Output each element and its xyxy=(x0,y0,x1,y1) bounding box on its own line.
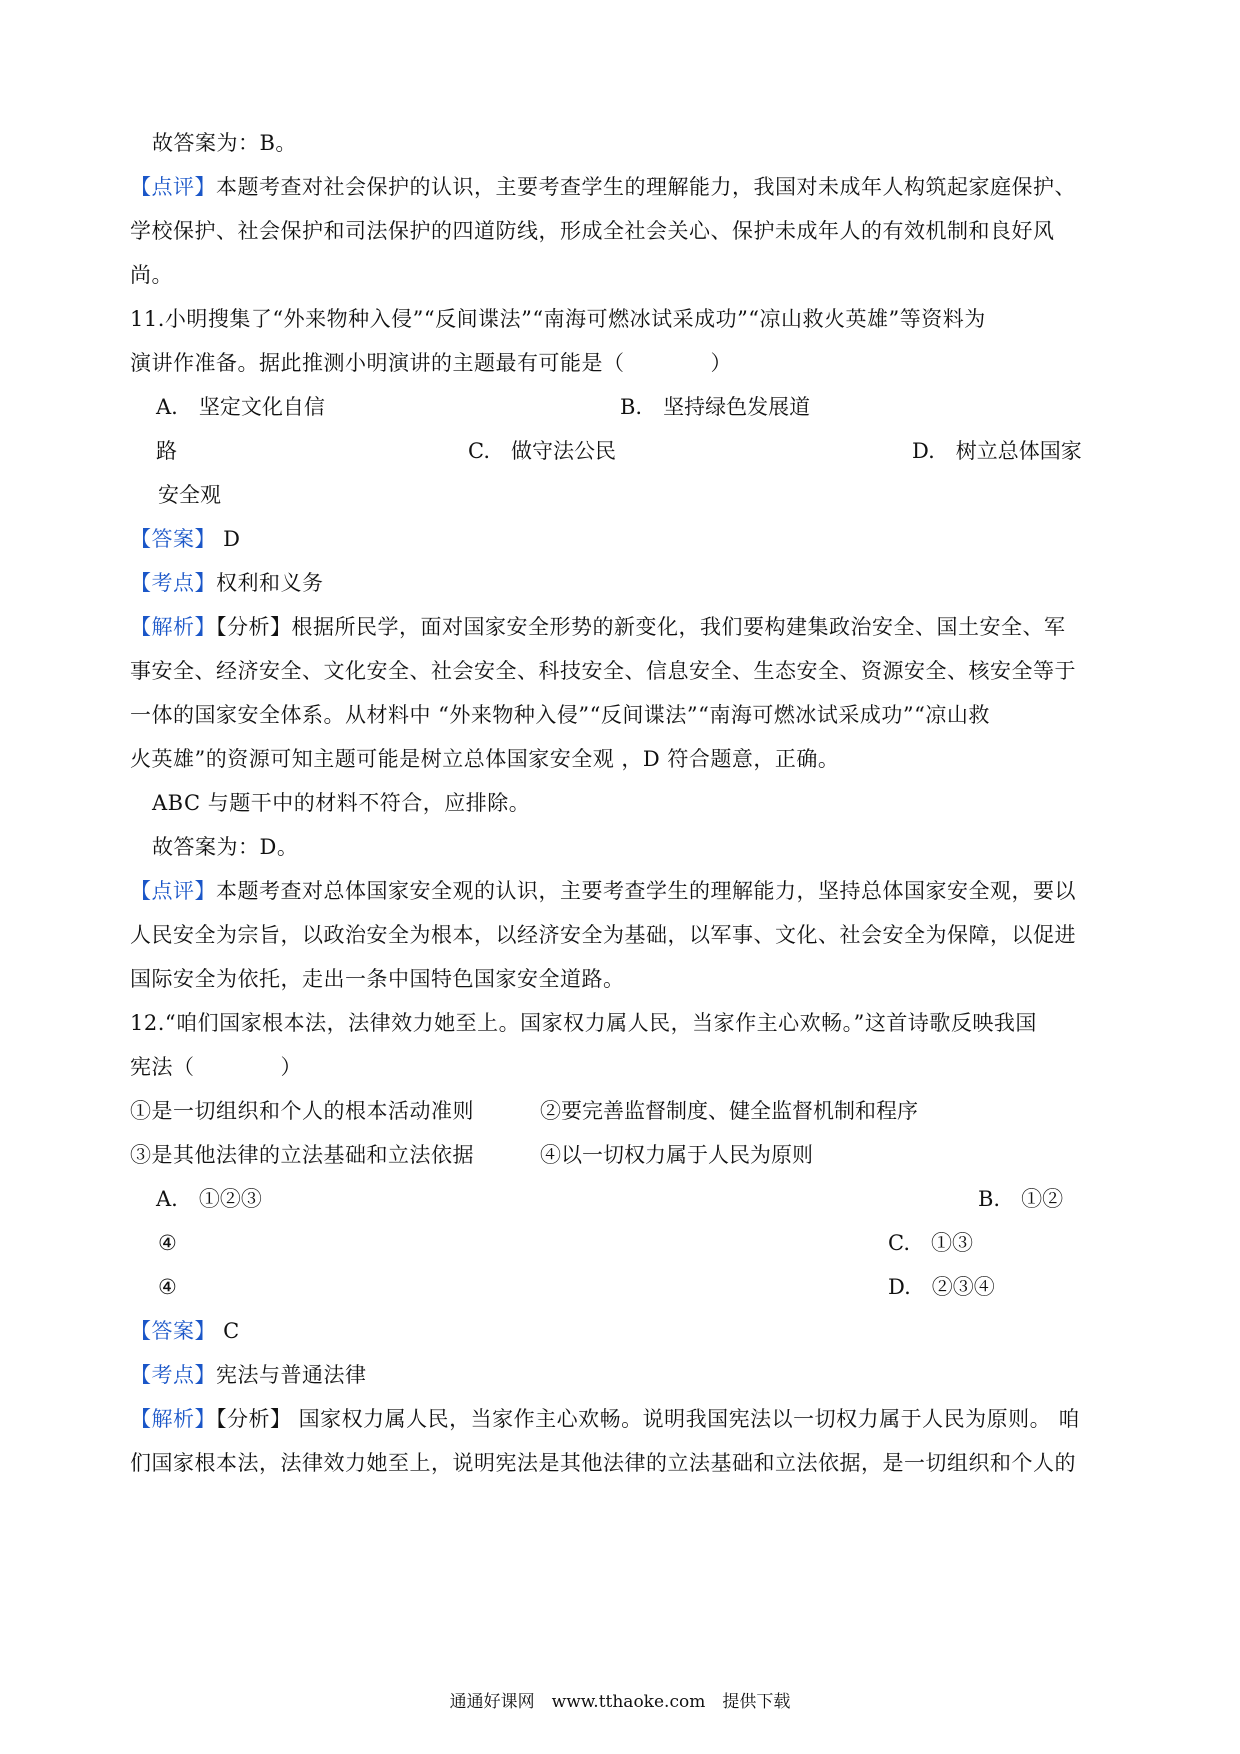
q12-option-c-wrap: ④ xyxy=(158,1275,177,1299)
point-value: 权利和义务 xyxy=(216,571,324,595)
q12-option-b: B. ①② xyxy=(978,1187,1064,1211)
q12-item-4: ④以一切权力属于人民为原则 xyxy=(540,1143,813,1167)
q12-stem-line: 12.“咱们国家根本法，法律效力她至上。国家权力属人民，当家作主心欢畅。”这首诗歌反映我国 xyxy=(130,1011,1037,1035)
q11-comment-line: 国际安全为依托，走出一条中国特色国家安全道路。 xyxy=(130,967,625,991)
q10-comment-line: 学校保护、社会保护和司法保护的四道防线，形成全社会关心、保护未成年人的有效机制和良好风 xyxy=(130,219,1055,243)
q10-answer-line: 故答案为：B。 xyxy=(152,131,297,155)
comment-text: 本题考查对社会保护的认识，主要考查学生的理解能力，我国对未成年人构筑起家庭保护、 xyxy=(216,175,1076,199)
q12-option-a: A. ①②③ xyxy=(156,1187,262,1211)
q11-analysis-line: ABC 与题干中的材料不符合，应排除。 xyxy=(152,791,531,815)
q10-comment-line: 尚。 xyxy=(130,263,173,287)
q11-stem-line: 11.小明搜集了“外来物种入侵”“反间谍法”“南海可燃冰试采成功”“凉山救火英雄”等资料为 xyxy=(130,307,986,331)
answer-value: D xyxy=(216,527,241,551)
q12-item-1: ①是一切组织和个人的根本活动准则 xyxy=(130,1099,474,1123)
q11-option-b: B. 坚持绿色发展道 xyxy=(620,395,811,419)
q11-analysis-line: 一体的国家安全体系。从材料中 “外来物种入侵”“反间谍法”“南海可燃冰试采成功”“凉山救 xyxy=(130,703,990,727)
q11-analysis-line: 火英雄”的资源可知主题可能是树立总体国家安全观 ，D 符合题意，正确。 xyxy=(130,747,840,771)
page-footer: 通通好课网 www.tthaoke.com 提供下载 xyxy=(449,1692,791,1712)
analysis-tag: 【解析】 xyxy=(130,1407,216,1431)
point-tag: 【考点】 xyxy=(130,1363,216,1387)
analysis-text: 【分析】 国家权力属人民，当家作主心欢畅。说明我国宪法以一切权力属于人民为原则。 咱 xyxy=(216,1407,1080,1431)
analysis-text: 【分析】根据所民学，面对国家安全形势的新变化，我们要构建集政治安全、国土安全、军 xyxy=(216,615,1066,639)
q12-item-2: ②要完善监督制度、健全监督机制和程序 xyxy=(540,1099,918,1123)
q11-option-a: A. 坚定文化自信 xyxy=(156,395,325,419)
q12-option-a-wrap: ④ xyxy=(158,1231,177,1255)
q11-option-d: D. 树立总体国家 xyxy=(912,439,1082,463)
q11-point xyxy=(130,568,324,598)
comment-tag: 【点评】 xyxy=(130,175,216,199)
q11-answer-line: 故答案为：D。 xyxy=(152,835,299,859)
q12-analysis xyxy=(130,1404,1080,1434)
q11-option-b-wrap: 路 xyxy=(156,439,177,463)
answer-tag: 【答案】 xyxy=(130,1319,216,1343)
q11-analysis xyxy=(130,612,1066,642)
q12-option-d: D. ②③④ xyxy=(888,1275,995,1299)
q12-option-c: C. ①③ xyxy=(888,1231,973,1255)
q12-point xyxy=(130,1360,367,1390)
answer-value: C xyxy=(216,1319,240,1343)
q11-option-c: C. 做守法公民 xyxy=(468,439,616,463)
q12-stem-line: 宪法（ ） xyxy=(130,1055,302,1079)
q12-analysis-line: 们国家根本法，法律效力她至上，说明宪法是其他法律的立法基础和立法依据，是一切组织和个人的 xyxy=(130,1451,1076,1475)
analysis-tag: 【解析】 xyxy=(130,615,216,639)
q11-answer xyxy=(130,524,241,554)
q11-comment-line: 人民安全为宗旨，以政治安全为根本，以经济安全为基础，以军事、文化、社会安全为保障，以促进 xyxy=(130,923,1076,947)
q11-option-d-wrap: 安全观 xyxy=(158,483,221,507)
point-tag: 【考点】 xyxy=(130,571,216,595)
q11-stem-line: 演讲作准备。据此推测小明演讲的主题最有可能是（ ） xyxy=(130,351,732,375)
comment-text: 本题考查对总体国家安全观的认识，主要考查学生的理解能力，坚持总体国家安全观，要以 xyxy=(216,879,1076,903)
q11-analysis-line: 事安全、经济安全、文化安全、社会安全、科技安全、信息安全、生态安全、资源安全、核安全等于 xyxy=(130,659,1076,683)
q12-item-3: ③是其他法律的立法基础和立法依据 xyxy=(130,1143,474,1167)
comment-tag: 【点评】 xyxy=(130,879,216,903)
point-value: 宪法与普通法律 xyxy=(216,1363,367,1387)
q11-comment xyxy=(130,876,1076,906)
answer-tag: 【答案】 xyxy=(130,527,216,551)
q12-answer xyxy=(130,1316,240,1346)
q10-comment xyxy=(130,172,1076,202)
